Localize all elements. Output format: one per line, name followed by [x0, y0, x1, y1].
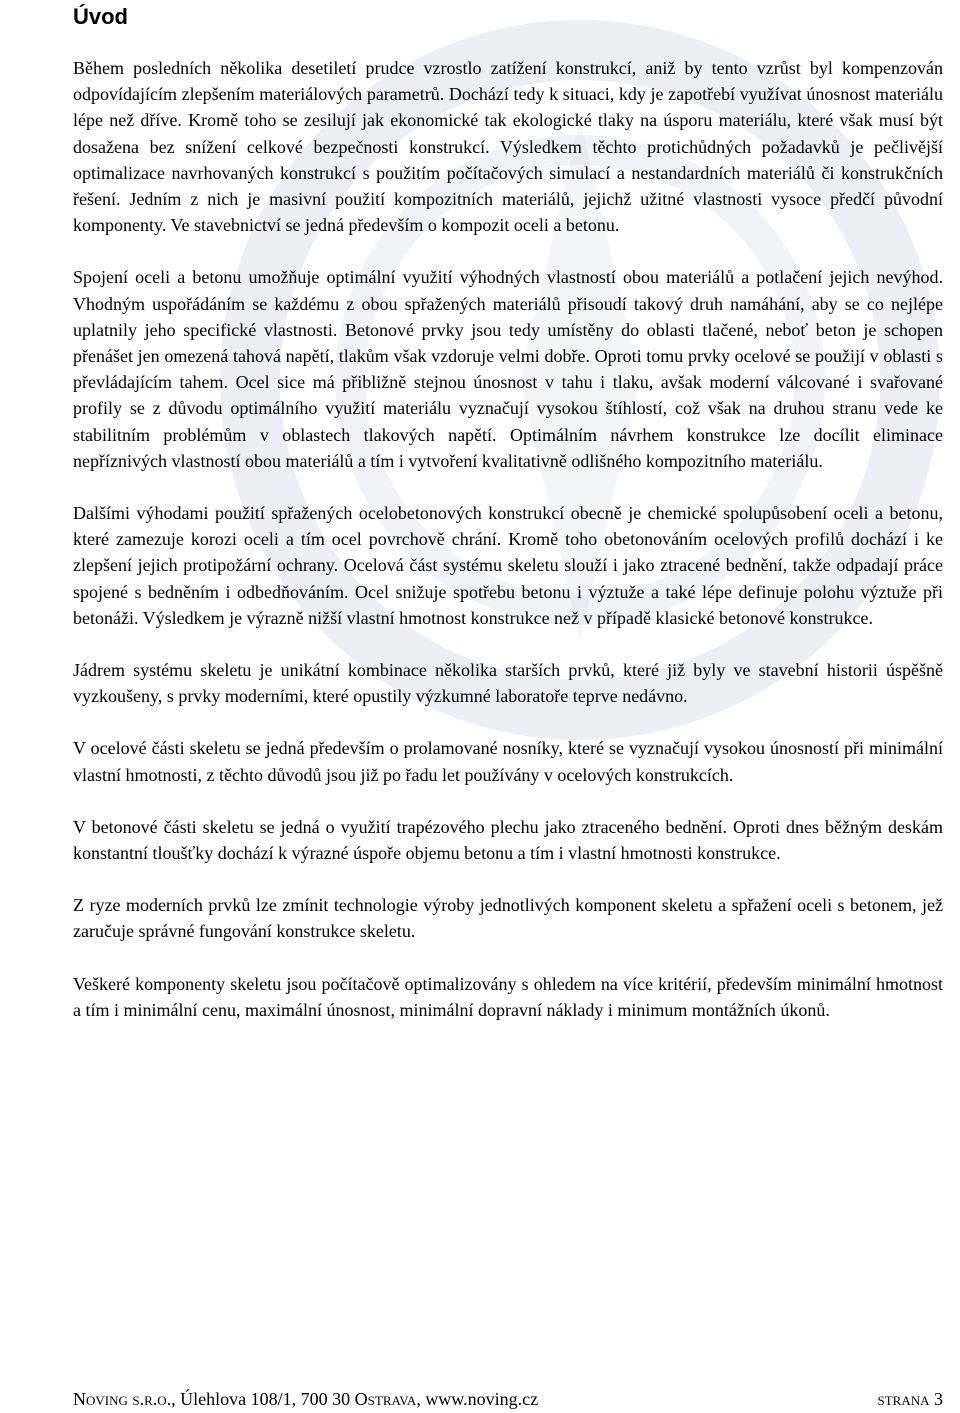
page-title: Úvod	[73, 4, 128, 29]
footer-page-number: 3	[934, 1389, 943, 1409]
paragraph-2: Spojení oceli a betonu umožňuje optimální využití výhodných vlastností obou materiálů a potlačení jejich nevýhod. Vhodným uspořádáním se každému z obou spřažených materiálů přisoudí takový druh namáhání, aby se co nejlépe uplatnily jeho specifické vlastnosti. Betonové prvky jsou tedy umístěny do oblasti tlačené, neboť beton je schopen přenášet jen omezená tahová napětí, tlakům však vzdoruje velmi dobře. Oproti tomu prvky ocelové se použijí v oblasti s převládajícím tahem. Ocel sice má přibližně stejnou únosnost v tahu i tlaku, avšak moderní válcované i svařované profily se z důvodu optimálního využití materiálu vyznačují vysokou štíhlostí, což však na druhou stranu vede ke stabilitním problémům v oblastech tlakových napětí. Optimálním návrhem konstrukce lze docílit eliminace nepříznivých vlastností obou materiálů a tím i vytvoření kvalitativně odlišného kompozitního materiálu.	[73, 267, 943, 471]
paragraph-7: Z ryze moderních prvků lze zmínit technologie výroby jednotlivých komponent skeletu a spřažení oceli s betonem, jež zaručuje správné fungování konstrukce skeletu.	[73, 895, 943, 942]
paragraph-1: Během posledních několika desetiletí prudce vzrostlo zatížení konstrukcí, aniž by tento vzrůst byl kompenzován odpovídajícím zlepšením materiálových parametrů. Dochází tedy k situaci, kdy je zapotřebí využívat únosnost materiálu lépe než dříve. Kromě toho se zesilují jak ekonomické tak ekologické tlaky na úsporu materiálu, které však musí být dosažena bez snížení celkové bezpečnosti konstrukcí. Výsledkem těchto protichůdných požadavků je pečlivější optimalizace navrhovaných konstrukcí s použitím počítačových simulací a nestandardních materiálů či konstrukčních řešení. Jedním z nich je masivní použití kompozitních materiálů, jejichž užitné vlastnosti vysoce předčí původní komponenty. Ve stavebnictví se jedná především o kompozit oceli a betonu.	[73, 58, 943, 236]
paragraph-4: Jádrem systému skeletu je unikátní kombinace několika starších prvků, které již byly ve stavební historii úspěšně vyzkoušeny, s prvky moderními, které opustily výzkumné laboratoře teprve nedávno.	[73, 660, 943, 707]
footer-page-label: strana	[877, 1389, 930, 1409]
footer-address: , Úlehlova 108/1, 700 30	[171, 1389, 355, 1409]
paragraph-8: Veškeré komponenty skeletu jsou počítačově optimalizovány s ohledem na více kritérií, především minimální hmotnost a tím i minimální cenu, maximální únosnost, minimální dopravní náklady i minimum montážních úkonů.	[73, 973, 943, 1020]
footer-contact	[73, 1386, 538, 1412]
footer-page	[877, 1386, 943, 1412]
footer-city: Ostrava	[354, 1389, 417, 1409]
page-footer	[73, 1386, 943, 1412]
paragraph-3: Dalšími výhodami použití spřažených ocelobetonových konstrukcí obecně je chemické spolupůsobení oceli a betonu, které zamezuje korozi oceli a tím ocel povrchově chrání. Kromě toho obetonováním ocelových profilů dochází i ke zlepšení jejich protipožární ochrany. Ocelová část systému skeletu slouží i jako ztracené bednění, takže odpadají práce spojené s bedněním i odbedňováním. Ocel snižuje spotřebu betonu i výztuže a také lépe definuje polohu výztuže při betonáži. Výsledkem je výrazně nižší vlastní hmotnost konstrukce než v případě klasické betonové konstrukce.	[73, 503, 943, 628]
paragraph-5: V ocelové části skeletu se jedná především o prolamované nosníky, které se vyznačují vysokou únosností při minimální vlastní hmotnosti, z těchto důvodů jsou již po řadu let používány v ocelových konstrukcích.	[73, 738, 943, 785]
paragraph-6: V betonové části skeletu se jedná o využití trapézového plechu jako ztraceného bednění. Oproti dnes běžným deskám konstantní tloušťky dochází k výrazné úspoře objemu betonu a tím i vlastní hmotnosti konstrukce.	[73, 816, 943, 864]
footer-company: Noving s.r.o.	[73, 1389, 172, 1409]
document-body	[73, 55, 943, 1049]
footer-web: , www.noving.cz	[416, 1389, 539, 1409]
